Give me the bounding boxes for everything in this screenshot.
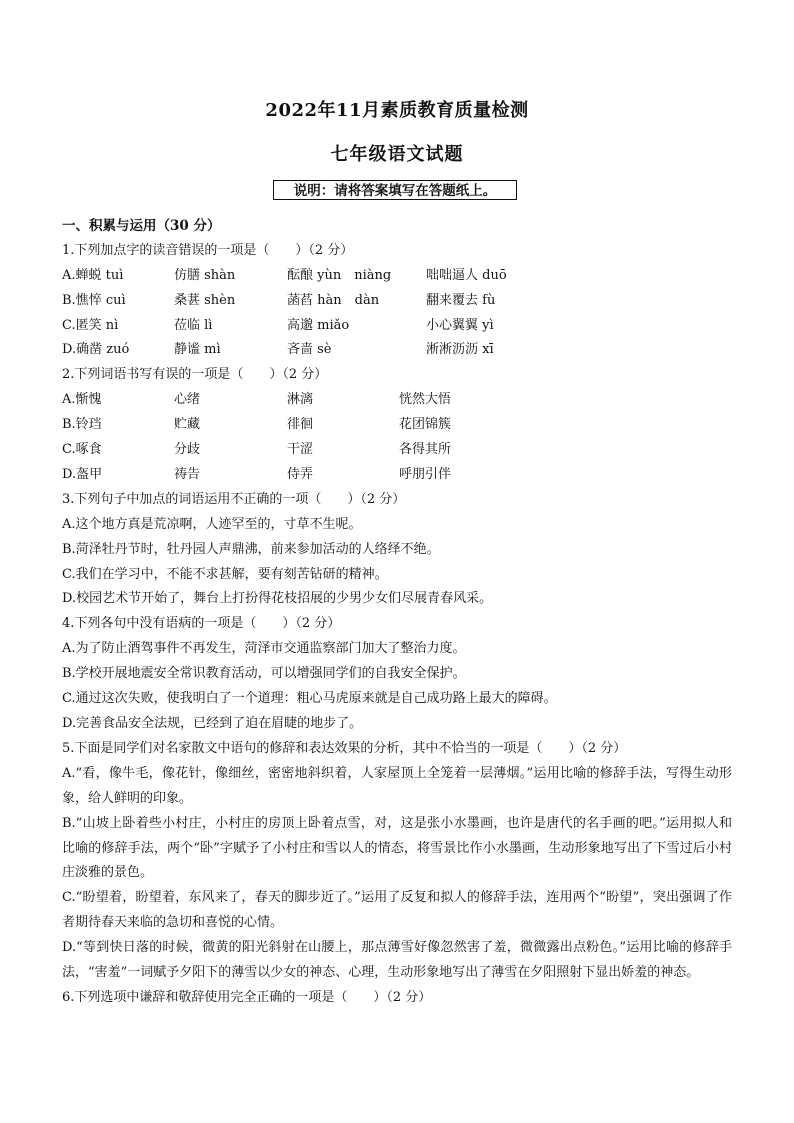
option-cell: 翻来覆去 fù [426, 292, 496, 308]
question-5-stem: 5.下面是同学们对名家散文中语句的修辞和表达效果的分析，其中不恰当的一项是（ ）（2 分） [62, 740, 627, 756]
option-cell: 徘徊 [287, 417, 314, 433]
option-cell: 干涩 [287, 442, 314, 458]
question-3-option-b: B.菏泽牡丹节时，牡丹园人声鼎沸，前来参加活动的人络绎不绝。 [62, 541, 440, 557]
option-cell: 桑葚 shèn [174, 292, 236, 308]
option-cell: 淋漓 [287, 392, 314, 408]
question-4-stem: 4.下列各句中没有语病的一项是（ ）（2 分） [62, 616, 341, 632]
exam-title: 2022年11月素质教育质量检测 [265, 100, 529, 121]
question-5-option-d: D.“等到快日落的时候，微黄的阳光斜射在山腰上，那点薄雪好像忽然害了羞，微微露出点粉色。”运用比喻的修辞手法，“害羞”一词赋予夕阳下的薄雪以少女的神态、心理，生动形象地写出了薄雪在夕阳照射下显出娇羞的神态。 [62, 940, 732, 981]
question-4-option-d: D.完善食品安全法规，已经到了迫在眉睫的地步了。 [62, 716, 363, 731]
question-2-row-c [62, 438, 732, 463]
option-cell: C.匿笑 nì [62, 317, 119, 333]
instruction-box: 说明：请将答案填写在答题纸上。 [273, 180, 517, 200]
option-cell: D.确凿 zuó [62, 342, 130, 358]
exam-content [62, 214, 732, 1011]
question-1-row-b [62, 289, 732, 314]
option-cell: 高邈 miǎo [287, 317, 350, 333]
question-5-option-b: B.“山坡上卧着些小村庄，小村庄的房顶上卧着点雪，对，这是张小水墨画，也许是唐代的名手画的吧。”运用拟人和比喻的修辞手法，两个“卧”字赋予了小村庄和雪以人的情态，将雪景比作小水墨画，生动形象地写出了下雪过后小村庄淡雅的景色。 [62, 815, 732, 881]
question-4-option-c: C.通过这次失败，使我明白了一个道理：粗心马虎原来就是自己成功路上最大的障碍。 [62, 691, 557, 707]
option-cell: 呼朋引伴 [399, 466, 452, 482]
option-cell: 小心翼翼 yì [426, 317, 494, 333]
option-cell: 祷告 [174, 466, 201, 482]
option-cell: 心绪 [174, 392, 201, 408]
option-cell: 咄咄逼人 duō [426, 267, 507, 283]
option-cell: 菡萏 hàn dàn [287, 292, 380, 308]
question-2-stem: 2.下列词语书写有误的一项是（ ）（2 分） [62, 367, 328, 383]
option-cell: 侍弄 [287, 466, 314, 482]
option-cell: A.惭愧 [62, 392, 102, 408]
option-cell: 恍然大悟 [399, 392, 452, 408]
question-5-option-c: C.“盼望着，盼望着，东风来了，春天的脚步近了。”运用了反复和拟人的修辞手法，连用两个“盼望”，突出强调了作者期待春天来临的急切和喜悦的心情。 [62, 890, 732, 931]
option-cell: 静谧 mì [174, 342, 221, 358]
question-5-option-a: A.“看，像牛毛，像花针，像细丝，密密地斜织着，人家屋顶上全笼着一层薄烟。”运用比喻的修辞手法，写得生动形象，给人鲜明的印象。 [62, 765, 732, 806]
question-3-option-a: A.这个地方真是荒凉啊，人迹罕至的，寸草不生呢。 [62, 516, 362, 532]
option-cell: 花团锦簇 [399, 417, 452, 433]
option-cell: B.憔悴 cuì [62, 292, 126, 308]
question-2-row-d [62, 463, 732, 488]
option-cell: 分歧 [174, 442, 201, 458]
question-6-stem: 6.下列选项中谦辞和敬辞使用完全正确的一项是（ ）（2 分） [62, 989, 432, 1005]
question-4-option-b: B.学校开展地震安全常识教育活动，可以增强同学们的自我安全保护。 [62, 666, 466, 682]
question-2-row-a [62, 388, 732, 413]
question-1-row-a [62, 264, 732, 289]
question-3-option-c: C.我们在学习中，不能不求甚解，要有刻苦钻研的精神。 [62, 566, 388, 582]
question-4-option-a: A.为了防止酒驾事件不再发生，菏泽市交通监察部门加大了整治力度。 [62, 641, 466, 657]
question-1-row-c [62, 314, 732, 339]
option-cell: 各得其所 [399, 442, 452, 458]
exam-subtitle: 七年级语文试题 [330, 144, 464, 165]
question-3-stem: 3.下列句子中加点的词语运用不正确的一项（ ）（2 分） [62, 491, 406, 507]
option-cell: 莅临 lì [174, 317, 213, 333]
question-2-row-b [62, 413, 732, 438]
option-cell: 贮藏 [174, 417, 201, 433]
option-cell: D.盔甲 [62, 466, 103, 482]
option-cell: 仿膳 shàn [174, 267, 236, 283]
question-1-stem: 1.下列加点字的读音错误的一项是（ ）（2 分） [62, 242, 354, 258]
option-cell: B.铃珰 [62, 417, 102, 433]
option-cell: 酝酿 yùn niàng [287, 267, 392, 283]
section-heading: 一、积累与运用（30 分） [62, 218, 221, 234]
question-3-option-d: D.校园艺术节开始了，舞台上打扮得花枝招展的少男少女们尽展青春风采。 [62, 591, 493, 607]
option-cell: 淅淅沥沥 xī [426, 342, 494, 358]
option-cell: C.啄食 [62, 442, 102, 458]
question-1-row-d [62, 338, 732, 363]
option-cell: 吝啬 sè [287, 342, 332, 358]
option-cell: A.蝉蜕 tuì [62, 267, 124, 283]
